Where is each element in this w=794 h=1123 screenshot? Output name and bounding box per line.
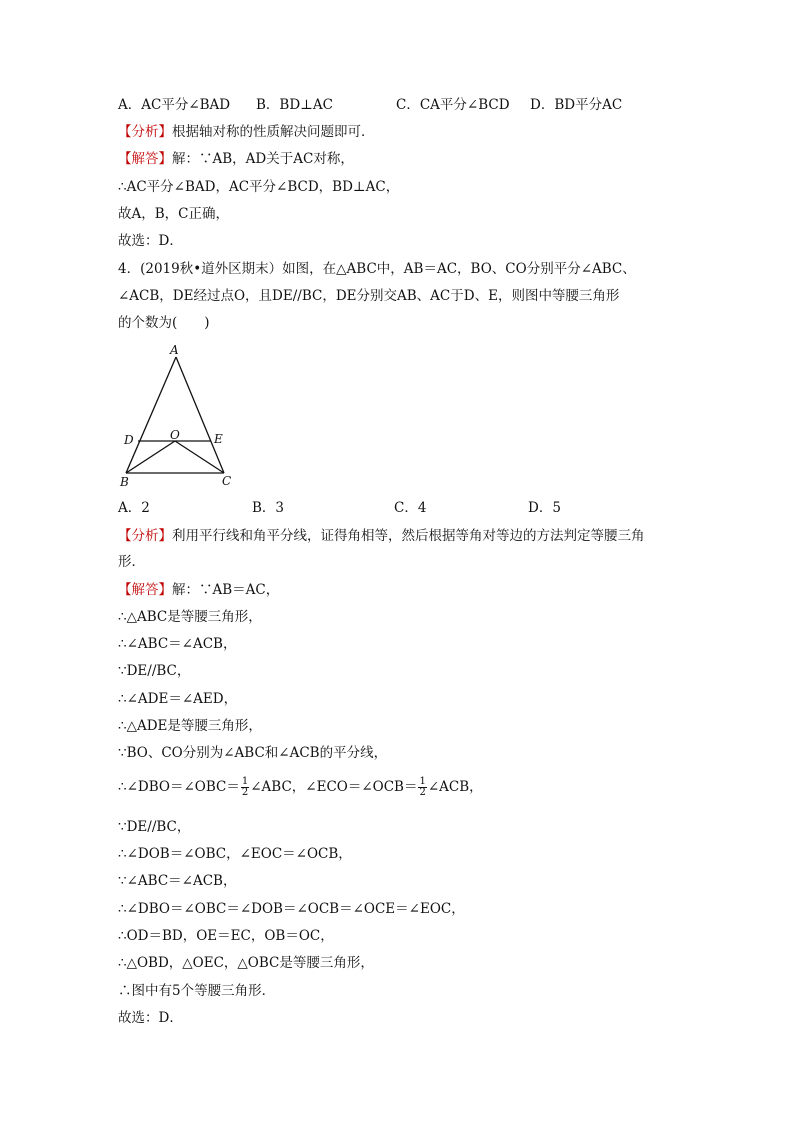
solution-q4-line14: ∴△OBD，△OEC，△OBC是等腰三角形，	[118, 955, 374, 971]
solution-q3-line2: ∴AC平分∠BAD，AC平分∠BCD，BD⊥AC，	[118, 179, 400, 195]
option-d: D．5	[528, 500, 561, 516]
label-d: D	[124, 433, 134, 447]
solution-q4-line4: ∵DE//BC，	[118, 663, 191, 679]
option-b: B．BD⊥AC	[256, 97, 333, 113]
solution-q4-line6: ∴△ADE是等腰三角形，	[118, 718, 262, 734]
solution-q4-line9: ∵DE//BC，	[118, 819, 191, 835]
analysis-q4-line1	[118, 526, 684, 546]
fraction-numerator: 1	[241, 776, 249, 787]
triangle-figure	[116, 340, 246, 490]
segment-ab	[126, 357, 176, 473]
label-a: A	[170, 343, 179, 357]
equation-part3: ∠ACB，	[427, 779, 483, 795]
option-a: A．AC平分∠BAD	[118, 97, 231, 113]
fraction-denominator: 2	[241, 787, 249, 798]
solution-q4-line8	[118, 775, 684, 799]
analysis-text: 根据轴对称的性质解决问题即可．	[172, 124, 375, 140]
question4-line1: 4．(2019秋•道外区期末）如图，在△ABC中，AB＝AC，BO、CO分别平分∠ABC、	[118, 261, 636, 277]
solution-tag: 【解答】	[118, 582, 172, 598]
solution-q4-line1	[118, 580, 684, 600]
solution-q4-line16: 故选：D．	[118, 1010, 183, 1026]
options-q4	[118, 498, 684, 518]
option-a: A．2	[118, 500, 150, 516]
solution-q4-line13: ∴OD＝BD，OE＝EC，OB＝OC，	[118, 928, 334, 944]
option-b: B．3	[252, 500, 285, 516]
solution-q3-line4: 故选：D．	[118, 233, 183, 249]
solution-q4-line7: ∵BO、CO分别为∠ABC和∠ACB的平分线，	[118, 745, 388, 761]
solution-tag: 【解答】	[118, 151, 172, 167]
analysis-q3	[118, 122, 684, 142]
solution-q4-line10: ∴∠DOB＝∠OBC，∠EOC＝∠OCB，	[118, 846, 352, 862]
question4-line2: ∠ACB，DE经过点O，且DE//BC，DE分别交AB、AC于D、E，则图中等腰三角形	[118, 288, 620, 304]
solution-q4-line5: ∴∠ADE＝∠AED，	[118, 691, 238, 707]
label-c: C	[222, 474, 232, 488]
option-c: C．CA平分∠BCD	[396, 97, 510, 113]
solution-q4-line15: ∴图中有5个等腰三角形．	[118, 983, 276, 999]
fraction-half	[418, 777, 426, 798]
label-e: E	[214, 432, 223, 446]
analysis-q4-line2: 形．	[118, 554, 145, 570]
solution-text: 解：∵AB，AD关于AC对称，	[172, 151, 354, 167]
solution-q3-line3: 故A，B，C正确，	[118, 206, 229, 222]
label-o: O	[170, 428, 180, 442]
solution-q4-line11: ∵∠ABC＝∠ACB，	[118, 873, 237, 889]
fraction-half	[241, 777, 249, 798]
equation-part1: ∴∠DBO＝∠OBC＝	[118, 779, 240, 795]
option-d: D．BD平分AC	[530, 97, 623, 113]
label-b: B	[120, 475, 129, 489]
analysis-text: 利用平行线和角平分线，证得角相等，然后根据等角对等边的方法判定等腰三角	[172, 528, 645, 544]
solution-q4-line3: ∴∠ABC＝∠ACB，	[118, 636, 237, 652]
solution-q4-line2: ∴△ABC是等腰三角形，	[118, 609, 262, 625]
fraction-numerator: 1	[419, 776, 426, 787]
solution-q4-line12: ∴∠DBO＝∠OBC＝∠DOB＝∠OCB＝∠OCE＝∠EOC，	[118, 901, 465, 917]
solution-q3-line1	[118, 149, 684, 169]
fraction-denominator: 2	[419, 787, 426, 798]
options-q3	[118, 95, 684, 115]
analysis-tag: 【分析】	[118, 124, 172, 140]
analysis-tag: 【分析】	[118, 528, 172, 544]
solution-text: 解：∵AB＝AC，	[172, 582, 280, 598]
triangle-diagram	[116, 340, 246, 490]
question4-line3: 的个数为( )	[118, 315, 210, 331]
option-c: C．4	[394, 500, 427, 516]
segment-ac	[176, 357, 224, 473]
equation-part2: ∠ABC，∠ECO＝∠OCB＝	[250, 779, 418, 795]
